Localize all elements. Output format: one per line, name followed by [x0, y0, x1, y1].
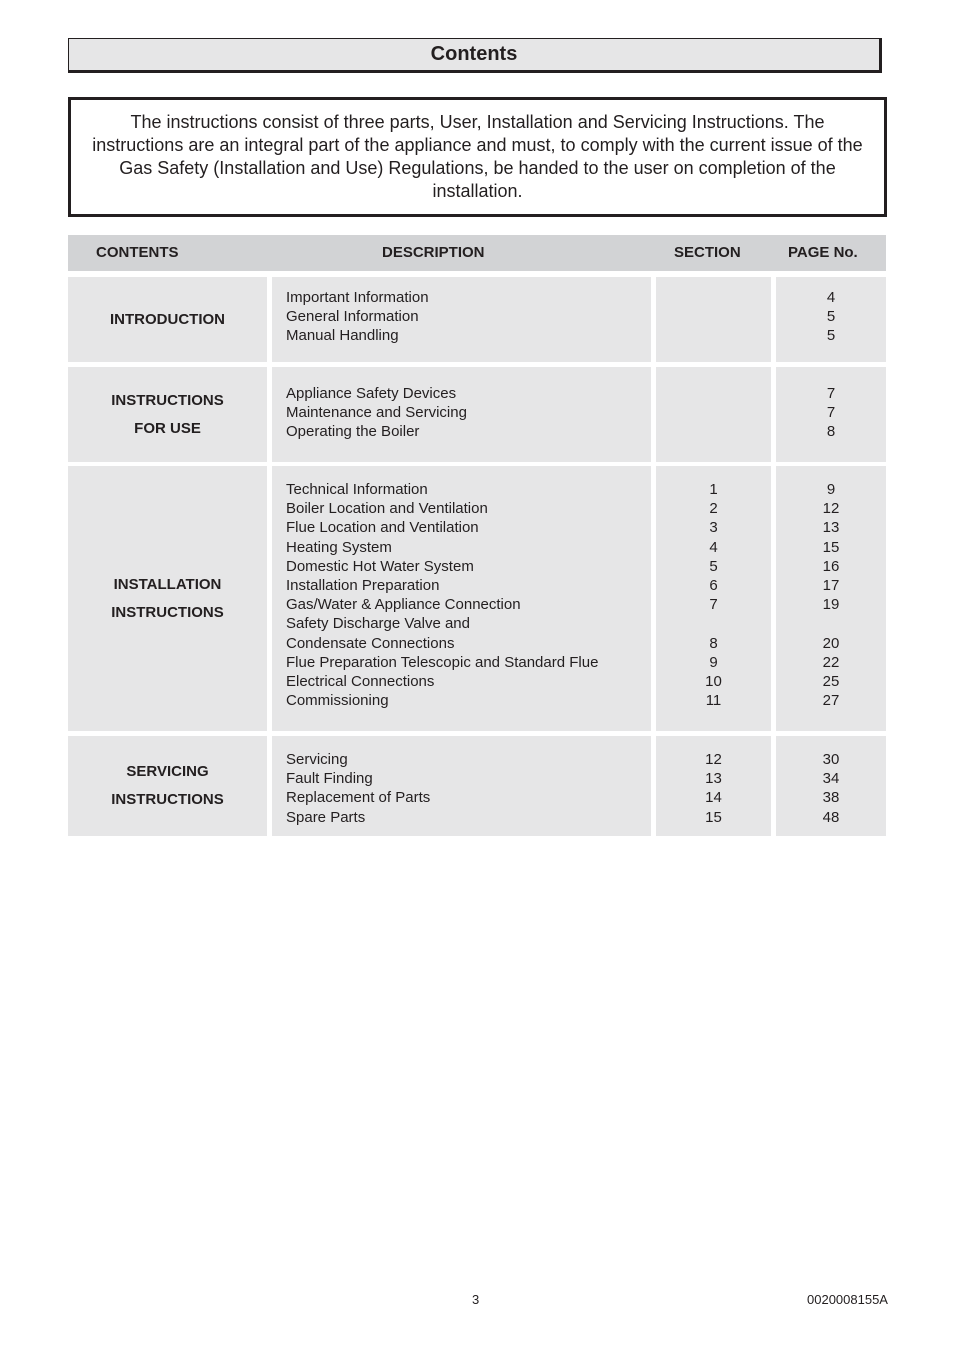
page-number-item: 7: [826, 385, 836, 402]
section-number: 7: [709, 596, 718, 614]
section-cell: [656, 736, 771, 836]
description-item: Maintenance and Servicing: [286, 404, 467, 422]
category-label: INSTALLATION: [113, 575, 222, 593]
description-item: Safety Discharge Valve and: [286, 615, 470, 633]
section-number: 4: [709, 538, 718, 556]
page-cell: [776, 736, 886, 836]
description-cell: [272, 466, 651, 731]
category-label: INSTRUCTIONS: [111, 391, 224, 409]
header-page: PAGE No.: [788, 244, 858, 261]
page-number-item: 20: [822, 634, 840, 652]
document-code: 0020008155A: [807, 1292, 888, 1307]
description-item: Domestic Hot Water System: [286, 557, 474, 575]
description-item: Flue Preparation Telescopic and Standard Flue: [286, 653, 599, 671]
contents-title-box: [68, 38, 882, 73]
description-item: Commissioning: [286, 692, 389, 710]
section-number: 3: [709, 519, 718, 537]
category-label: FOR USE: [134, 419, 201, 437]
section-number: 5: [709, 557, 718, 575]
section-number: [656, 326, 771, 345]
page-number-item: 22: [822, 653, 840, 671]
section-cell: [656, 367, 771, 462]
page-number-item: 4: [826, 289, 836, 306]
page-number-item: 7: [826, 404, 836, 422]
description-item: Boiler Location and Ventilation: [286, 500, 488, 518]
section-number: 2: [709, 500, 718, 518]
description-item: Important Information: [286, 289, 429, 306]
header-description: DESCRIPTION: [382, 244, 485, 261]
category-cell: [68, 277, 267, 362]
description-item: Condensate Connections: [286, 634, 455, 652]
page-number-item: 5: [826, 308, 836, 326]
page-cell: [776, 367, 886, 462]
page-cell: [776, 466, 886, 731]
description-cell: [272, 736, 651, 836]
page-number-item: 17: [822, 576, 840, 594]
intro-notice-box: [68, 97, 887, 217]
description-cell: [272, 277, 651, 362]
description-item: Replacement of Parts: [286, 789, 431, 807]
section-number: [656, 614, 771, 633]
section-number: 12: [705, 751, 722, 768]
page-number-item: 16: [822, 557, 840, 575]
page-number-item: 13: [822, 519, 840, 537]
description-item: Servicing: [286, 751, 348, 768]
category-label: INTRODUCTION: [110, 310, 225, 328]
page-number-item: 48: [822, 808, 840, 826]
table-header-row: [68, 235, 886, 271]
page-number-item: 5: [826, 327, 836, 345]
category-cell: [68, 736, 267, 836]
section-cell: [656, 466, 771, 731]
description-item: Electrical Connections: [286, 672, 435, 690]
description-item: Appliance Safety Devices: [286, 385, 457, 402]
section-number: 15: [705, 808, 722, 826]
description-item: General Information: [286, 308, 419, 326]
description-item: Operating the Boiler: [286, 423, 420, 441]
section-cell: [656, 277, 771, 362]
section-number: 6: [709, 576, 718, 594]
page-cell: [776, 277, 886, 362]
header-contents: CONTENTS: [96, 244, 179, 261]
section-number: [656, 288, 771, 307]
description-item: Heating System: [286, 538, 392, 556]
section-number: 14: [705, 789, 722, 807]
section-number: 1: [709, 481, 718, 498]
category-cell: [68, 367, 267, 462]
description-cell: [272, 367, 651, 462]
description-item: Gas/Water & Appliance Connection: [286, 596, 521, 614]
page-number-item: 27: [822, 692, 840, 710]
description-item: Flue Location and Ventilation: [286, 519, 479, 537]
section-number: 8: [709, 634, 718, 652]
page-number-item: 30: [822, 751, 840, 768]
section-number: 9: [709, 653, 718, 671]
section-number: [656, 403, 771, 422]
intro-text: The instructions consist of three parts, User, Installation and Servicing Instructions. The instructions are an integral part of the appliance and must, to comply with the current issue of the Gas Safety (Installation and Use) Regulations, be handed to the user on completion of the installation.: [92, 112, 863, 201]
section-number: 11: [705, 692, 722, 710]
section-number: [656, 307, 771, 326]
description-item: Manual Handling: [286, 327, 399, 345]
page-title: Contents: [430, 43, 518, 65]
page-number: 3: [472, 1292, 480, 1307]
page-number-item: 9: [826, 481, 836, 498]
category-label: INSTRUCTIONS: [111, 603, 224, 621]
section-number: 10: [705, 672, 722, 690]
description-item: Spare Parts: [286, 808, 366, 826]
section-number: 13: [705, 770, 722, 788]
page-number-item: [776, 614, 886, 633]
section-number: [656, 422, 771, 441]
page-number-item: 34: [822, 770, 840, 788]
page-number-item: 12: [822, 500, 840, 518]
category-cell: [68, 466, 267, 731]
description-item: Fault Finding: [286, 770, 373, 788]
page-number-item: 25: [822, 672, 840, 690]
category-label: SERVICING: [126, 763, 209, 780]
page-number-item: 8: [826, 423, 836, 441]
description-item: Installation Preparation: [286, 576, 440, 594]
header-section: SECTION: [674, 244, 741, 261]
section-number: [656, 384, 771, 403]
page-number-item: 15: [822, 538, 840, 556]
page-number-item: 38: [822, 789, 840, 807]
category-label: INSTRUCTIONS: [111, 791, 224, 808]
page-number-item: 19: [822, 596, 840, 614]
description-item: Technical Information: [286, 481, 428, 498]
